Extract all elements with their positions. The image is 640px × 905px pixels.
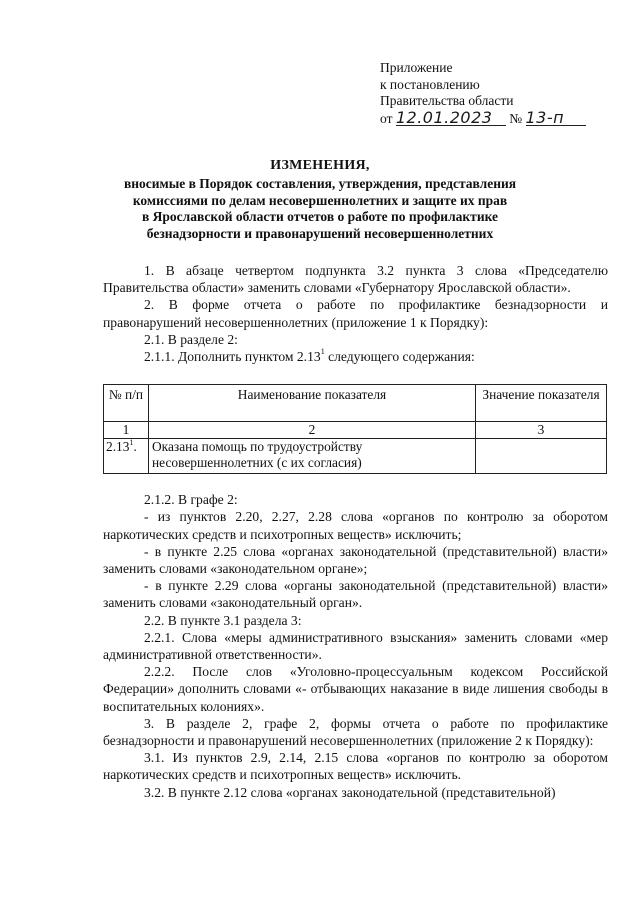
column-number-3: 3 [476,422,607,439]
appendix-label: Приложение [380,60,453,75]
handwritten-date: 12.01.2023 [396,110,506,126]
appendix-header [380,60,620,127]
table-column-numbers [104,422,607,439]
header-indicator-value: Значение показателя [476,385,607,422]
paragraph-2-2: 2.2. В пункте 3.1 раздела 3: [144,612,302,628]
appendix-resolution: к постановлению [380,76,480,92]
paragraph-2-2-2: 2.2.2. После слов «Уголовно-процессуальным кодексом Российской Федерации» дополнить словами «- отбывающих наказание в виде лишения свободы в воспитательных колониях». [103,664,608,714]
indicator-table [103,384,607,474]
paragraph-2-1-2: 2.1.2. В графе 2: [144,492,238,508]
paragraph-dash-1: - из пунктов 2.20, 2.27, 2.28 слова «органов по контролю за оборотом наркотических средств и психотропных веществ» исключить; [103,509,608,542]
table-row [104,439,607,474]
paragraph-1: 1. В абзаце четвертом подпункта 3.2 пункта 3 слова «Председателю Правительства области» заменить словами «Губернатору Ярославской области». [103,263,608,296]
number-label: № [509,110,523,126]
title-main: ИЗМЕНЕНИЯ, [270,158,370,173]
paragraph-2-1-1: 2.1.1. Дополнить пунктом 2.13$^1$ следующего содержания: [144,347,475,365]
appendix-government: Правительства области [380,93,514,108]
appendix-date-line [380,107,620,128]
paragraph-3-2: 3.2. В пункте 2.12 слова «органах законодательной (представительной) [144,784,556,800]
row-number: 2.13$^1$. [104,439,149,474]
handwritten-number: 13-п [526,110,586,126]
title-line-1: вносимые в Порядок составления, утверждения, представления [123,175,517,191]
header-number: № п/п [104,385,149,422]
paragraph-2-1: 2.1. В разделе 2: [144,331,238,347]
paragraph-2-2-1: 2.2.1. Слова «меры административного взыскания» заменить словами «мер административной ответственности». [103,629,608,663]
document-body [103,262,608,801]
title-line-3: в Ярославской области отчетов о работе по профилактике [141,209,499,225]
superscript: 1 [320,347,325,357]
column-number-2: 2 [149,422,476,439]
header-indicator-name: Наименование показателя [149,385,476,422]
title-line-4: безнадзорности и правонарушений несовершеннолетних [146,226,494,242]
paragraph-2: 2. В форме отчета о работе по профилактике безнадзорности и правонарушений несовершеннолетних (приложение 1 к Порядку): [103,297,608,330]
column-number-1: 1 [104,422,149,439]
table-header-row [104,385,607,422]
document-title [100,158,540,243]
paragraph-3-1: 3.1. Из пунктов 2.9, 2.14, 2.15 слова «органов по контролю за оборотом наркотических средств и психотропных веществ» исключить. [103,750,608,783]
from-label: от [380,110,393,126]
paragraph-dash-3: - в пункте 2.29 слова «органы законодательной (представительной) власти» заменить словами «законодательный орган». [103,578,608,611]
paragraph-dash-2: - в пункте 2.25 слова «органах законодательной (представительной) власти» заменить словами «законодательном органе»; [103,543,608,577]
row-indicator-value [476,439,607,474]
paragraph-3: 3. В разделе 2, графе 2, формы отчета о работе по профилактике безнадзорности и правонарушений несовершеннолетних (приложение 2 к Порядку): [103,715,608,749]
title-line-2: комиссиями по делам несовершеннолетних и защите их прав [132,192,508,208]
row-indicator-name: Оказана помощь по трудоустройству несовершеннолетних (с их согласия) [149,439,476,474]
